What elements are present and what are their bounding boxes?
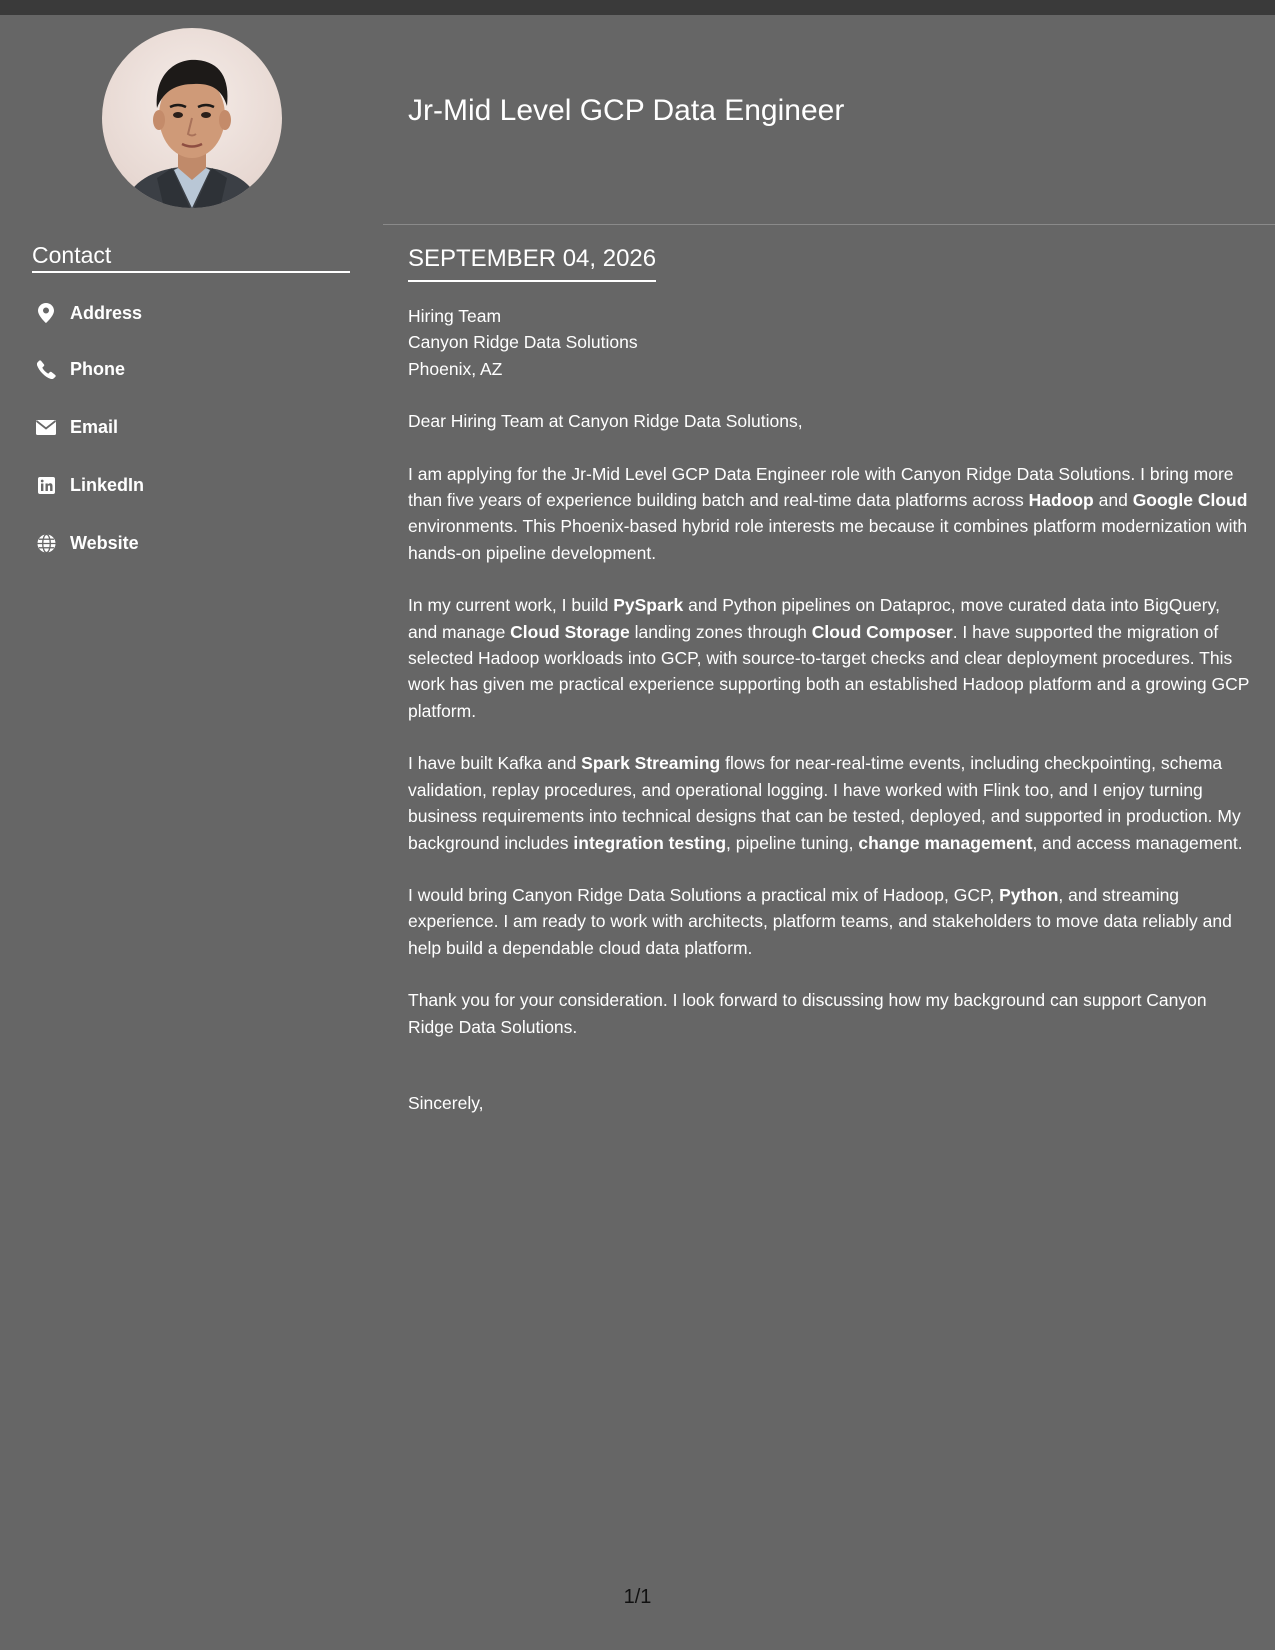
text-run: . I have supported the migration of selected Hadoop workloads into GCP, with source-to-target checks and clear deployment procedures. This work has given me practical experience supporting both an established Hadoop platform and a growing GCP platform.: [408, 621, 1250, 721]
contact-label-website: Website: [70, 533, 139, 553]
keyword: Google Cloud: [1132, 490, 1248, 511]
contact-item-email[interactable]: [32, 398, 350, 456]
contact-label-email: Email: [70, 417, 119, 437]
text-run: In my current work, I build: [408, 595, 614, 616]
job-title: Jr-Mid Level GCP Data Engineer: [408, 94, 845, 127]
paragraph-3: [408, 750, 1253, 856]
cover-letter-page: [0, 15, 1275, 1650]
text-run: I am applying for the Jr-Mid Level GCP Data Engineer role with Canyon Ridge Data Solutions. I bring more than five years of experience building batch and real-time data platforms across: [408, 463, 1234, 511]
recipient-address: [408, 303, 1253, 382]
contact-heading: Contact: [32, 241, 350, 273]
closing: Sincerely,: [408, 1092, 484, 1113]
keyword: Spark Streaming: [581, 753, 721, 774]
keyword: Cloud Composer: [811, 621, 953, 642]
contact-label-address: Address: [70, 302, 143, 323]
header-divider: [383, 224, 1275, 225]
top-bar: [0, 0, 1275, 15]
profile-photo: [102, 28, 282, 208]
contact-item-website[interactable]: [32, 514, 350, 572]
contact-item-phone[interactable]: [32, 340, 350, 398]
contact-item-address[interactable]: [32, 285, 350, 340]
contact-list: [32, 285, 350, 572]
linkedin-icon: [34, 473, 58, 497]
envelope-icon: [34, 415, 58, 439]
letter-body: [408, 303, 1253, 1142]
keyword: Python: [999, 884, 1059, 905]
keyword: PySpark: [613, 595, 684, 616]
text-run: and Python pipelines on Dataproc, move curated data into BigQuery, and manage: [408, 595, 1220, 642]
recipient-line: Hiring Team: [408, 306, 502, 326]
phone-icon: [34, 357, 58, 381]
text-run: , pipeline tuning,: [726, 832, 859, 853]
map-pin-icon: [34, 301, 58, 325]
recipient-company: Canyon Ridge Data Solutions: [408, 332, 638, 353]
text-run: , and streaming experience. I am ready to work with architects, platform teams, and stakeholders to move data reliably and help build a dependable cloud data platform.: [408, 884, 1232, 958]
paragraph-5: Thank you for your consideration. I look forward to discussing how my background can support Canyon Ridge Data Solutions.: [408, 990, 1207, 1037]
page-number: 1/1: [623, 1586, 652, 1608]
paragraph-1: [408, 461, 1253, 567]
keyword: change management: [858, 832, 1033, 853]
paragraph-4: [408, 882, 1253, 961]
letter-date: SEPTEMBER 04, 2026: [408, 244, 656, 282]
salutation: Dear Hiring Team at Canyon Ridge Data Solutions,: [408, 411, 803, 432]
contact-item-linkedin[interactable]: [32, 456, 350, 514]
text-run: and: [1093, 490, 1133, 511]
recipient-location: Phoenix, AZ: [408, 358, 503, 379]
contact-label-phone: Phone: [70, 359, 126, 379]
keyword: Cloud Storage: [510, 621, 630, 642]
text-run: landing zones through: [629, 621, 812, 642]
text-run: I would bring Canyon Ridge Data Solutions a practical mix of Hadoop, GCP,: [408, 884, 1000, 905]
contact-label-linkedin: LinkedIn: [70, 475, 145, 495]
text-run: flows for near-real-time events, including checkpointing, schema validation, replay procedures, and operational logging. I have worked with Flink too, and I enjoy turning business requirements into technical designs that can be tested, deployed, and supported in production. My background includes: [408, 753, 1241, 853]
keyword: Hadoop: [1028, 490, 1094, 511]
letter-main: [383, 15, 1275, 1650]
sidebar: [0, 15, 382, 1650]
paragraph-2: [408, 592, 1253, 724]
text-run: , and access management.: [1032, 832, 1243, 853]
globe-icon: [34, 531, 58, 555]
text-run: environments. This Phoenix-based hybrid role interests me because it combines platform modernization with hands-on pipeline development.: [408, 516, 1248, 563]
text-run: I have built Kafka and: [408, 753, 582, 774]
keyword: integration testing: [573, 832, 727, 853]
